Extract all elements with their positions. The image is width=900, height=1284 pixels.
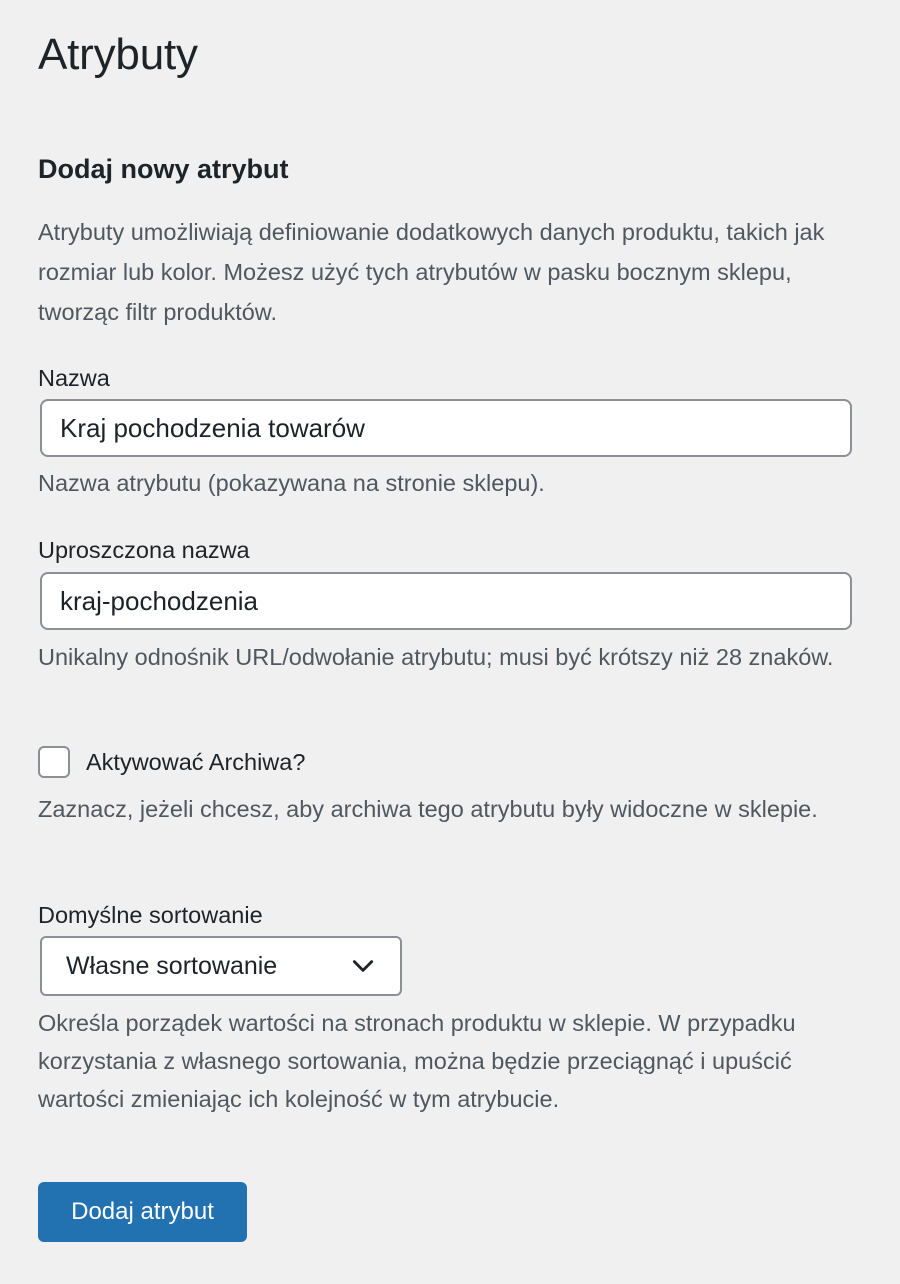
name-label: Nazwa <box>38 365 110 391</box>
sorting-help: Określa porządek wartości na stronach produktu w sklepie. W przypadku korzystania z własnego sortowania, można będzie przeciągnąć i upuścić wartości zmieniając ich kolejność w tym atrybucie. <box>38 1010 796 1112</box>
archives-help: Zaznacz, jeżeli chcesz, aby archiwa tego atrybutu były widoczne w sklepie. <box>38 796 818 822</box>
slug-help: Unikalny odnośnik URL/odwołanie atrybutu; musi być krótszy niż 28 znaków. <box>38 644 834 670</box>
slug-label: Uproszczona nazwa <box>38 537 250 563</box>
chevron-down-icon <box>350 953 376 979</box>
archives-label[interactable]: Aktywować Archiwa? <box>86 749 306 775</box>
add-attribute-button[interactable]: Dodaj atrybut <box>38 1182 247 1242</box>
slug-input[interactable] <box>40 572 852 630</box>
page-title: Atrybuty <box>38 30 198 79</box>
sorting-label: Domyślne sortowanie <box>38 902 263 928</box>
archives-row <box>38 745 305 779</box>
archives-checkbox[interactable] <box>38 746 70 778</box>
sorting-select-value: Własne sortowanie <box>66 951 278 980</box>
intro-description: Atrybuty umożliwiają definiowanie dodatkowych danych produktu, takich jak rozmiar lub kolor. Możesz użyć tych atrybutów w pasku bocznym sklepu, tworząc filtr produktów. <box>38 219 825 325</box>
sorting-select[interactable] <box>40 936 402 996</box>
name-help: Nazwa atrybutu (pokazywana na stronie sklepu). <box>38 470 545 496</box>
section-title: Dodaj nowy atrybut <box>38 154 289 184</box>
name-input[interactable] <box>40 399 852 457</box>
